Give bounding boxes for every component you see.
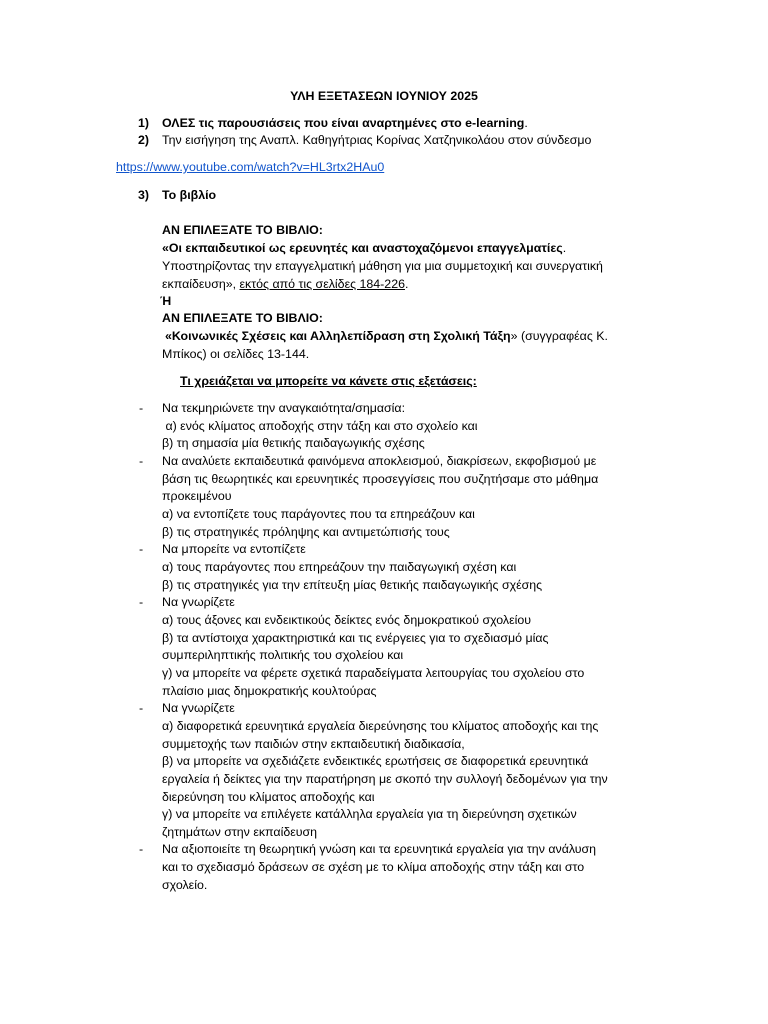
book2-line2: Μπίκος) οι σελίδες 13-144. bbox=[162, 347, 310, 361]
list-item-1 bbox=[162, 114, 528, 132]
requirements-heading: Τι χρειάζεται να μπορείτε να κάνετε στις εξετάσεις: bbox=[180, 374, 477, 388]
bullet-line: α) τους παράγοντες που επηρεάζουν την παιδαγωγική σχέση και bbox=[162, 560, 517, 574]
bullet-line: Να γνωρίζετε bbox=[162, 595, 235, 609]
bullet-line: Να μπορείτε να εντοπίζετε bbox=[162, 542, 306, 556]
bullet-line: συμμετοχής των παιδιών στην εκπαιδευτική διαδικασία, bbox=[162, 737, 465, 751]
bullet-dash: - bbox=[139, 595, 144, 609]
book2-title bbox=[165, 327, 608, 345]
bullet-line: α) να εντοπίζετε τους παράγοντες που τα επηρεάζουν και bbox=[162, 507, 475, 521]
bullet-line: βάση τις θεωρητικές και ερευνητικές προσεγγίσεις που συζητήσαμε στο μάθημα bbox=[162, 472, 599, 486]
bullet-line: β) να μπορείτε να σχεδιάζετε ενδεικτικές ερωτήσεις σε διαφορετικά ερευνητικά bbox=[162, 754, 589, 768]
bullet-dash: - bbox=[139, 842, 144, 856]
list-item-3: Το βιβλίο bbox=[162, 188, 217, 202]
bullet-line: Να αναλύετε εκπαιδευτικά φαινόμενα αποκλεισμού, διακρίσεων, εκφοβισμού με bbox=[162, 454, 597, 468]
bullet-line: Να τεκμηριώνετε την αναγκαιότητα/σημασία: bbox=[162, 401, 406, 415]
bullet-dash: - bbox=[139, 701, 144, 715]
bullet-line: γ) να μπορείτε να επιλέγετε κατάλληλα εργαλεία για τη διερεύνηση σχετικών bbox=[162, 807, 577, 821]
bullet-line: γ) να μπορείτε να φέρετε σχετικά παραδείγματα λειτουργίας του σχολείου στο bbox=[162, 666, 585, 680]
book1-line2: Υποστηρίζοντας την επαγγελματική μάθηση για μια συμμετοχική και συνεργατική bbox=[162, 259, 603, 273]
list-item-tail: . bbox=[524, 116, 528, 130]
bullet-line: σχολείο. bbox=[162, 878, 208, 892]
book1-heading: ΑΝ ΕΠΙΛΕΞΑΤΕ ΤΟ ΒΙΒΛΙΟ: bbox=[162, 223, 323, 237]
bullet-line: Να αξιοποιείτε τη θεωρητική γνώση και τα ερευνητικά εργαλεία για την ανάλυση bbox=[162, 842, 597, 856]
list-number: 1) bbox=[138, 116, 150, 130]
bullet-line: διερεύνηση του κλίματος αποδοχής και bbox=[162, 790, 375, 804]
book1-line3-end: . bbox=[404, 277, 409, 291]
bullet-line: εργαλεία ή δείκτες για την παρατήρηση με σκοπό την συλλογή δεδομένων για την bbox=[162, 772, 608, 786]
book1-line3-start: εκπαίδευση», bbox=[162, 277, 240, 291]
bullet-line: α) διαφορετικά ερευνητικά εργαλεία διερεύνησης του κλίματος αποδοχής και της bbox=[162, 719, 599, 733]
bullet-line: και το σχεδιασμό δράσεων σε σχέση με το κλίμα αποδοχής στην τάξη και στο bbox=[162, 860, 585, 874]
bullet-line: β) τις στρατηγικές πρόληψης και αντιμετώπισής τους bbox=[162, 525, 450, 539]
book1-title-end: . bbox=[562, 241, 567, 255]
book1-line3 bbox=[162, 275, 408, 293]
bullet-line: β) τα αντίστοιχα χαρακτηριστικά και τις ενέργειες για το σχεδιασμό μίας bbox=[162, 631, 549, 645]
book1-title bbox=[162, 239, 566, 257]
bullet-line: β) τις στρατηγικές για την επίτευξη μίας θετικής παιδαγωγικής σχέσης bbox=[162, 578, 543, 592]
list-item-text: ΟΛΕΣ τις παρουσιάσεις που είναι αναρτημένες στο e-learning bbox=[162, 116, 525, 130]
youtube-link[interactable]: https://www.youtube.com/watch?v=HL3rtx2HAu0 bbox=[116, 160, 385, 174]
bullet-line: β) τη σημασία μία θετικής παιδαγωγικής σχέσης bbox=[162, 436, 425, 450]
bullet-dash: - bbox=[139, 401, 144, 415]
list-number: 2) bbox=[138, 133, 150, 147]
bullet-dash: - bbox=[139, 542, 144, 556]
bullet-line: πλαίσιο μιας δημοκρατικής κουλτούρας bbox=[162, 684, 377, 698]
or-separator: Ή bbox=[160, 294, 172, 308]
bullet-line: συμπεριληπτικής πολιτικής του σχολείου και bbox=[162, 648, 404, 662]
bullet-line: α) τους άξονες και ενδεικτικούς δείκτες ενός δημοκρατικού σχολείου bbox=[162, 613, 532, 627]
book1-title-text: «Οι εκπαιδευτικοί ως ερευνητές και αναστοχαζόμενοι επαγγελματίες bbox=[162, 241, 563, 255]
bullet-line: α) ενός κλίματος αποδοχής στην τάξη και στο σχολείο και bbox=[162, 419, 478, 433]
bullet-line: Να γνωρίζετε bbox=[162, 701, 235, 715]
bullet-line: προκειμένου bbox=[162, 489, 232, 503]
list-number: 3) bbox=[138, 188, 150, 202]
book2-heading: ΑΝ ΕΠΙΛΕΞΑΤΕ ΤΟ ΒΙΒΛΙΟ: bbox=[162, 311, 323, 325]
book2-title-text: «Κοινωνικές Σχέσεις και Αλληλεπίδραση στη Σχολική Τάξη bbox=[165, 329, 511, 343]
book2-title-end: » (συγγραφέας Κ. bbox=[510, 329, 608, 343]
bullet-line: ζητημάτων στην εκπαίδευση bbox=[162, 825, 318, 839]
page-title: ΥΛΗ ΕΞΕΤΑΣΕΩΝ ΙΟΥΝΙΟΥ 2025 bbox=[290, 89, 478, 103]
book1-excluded-pages: εκτός από τις σελίδες 184-226 bbox=[239, 277, 405, 291]
list-item-2: Την εισήγηση της Αναπλ. Καθηγήτριας Κορίνας Χατζηνικολάου στον σύνδεσμο bbox=[162, 133, 592, 147]
bullet-dash: - bbox=[139, 454, 144, 468]
